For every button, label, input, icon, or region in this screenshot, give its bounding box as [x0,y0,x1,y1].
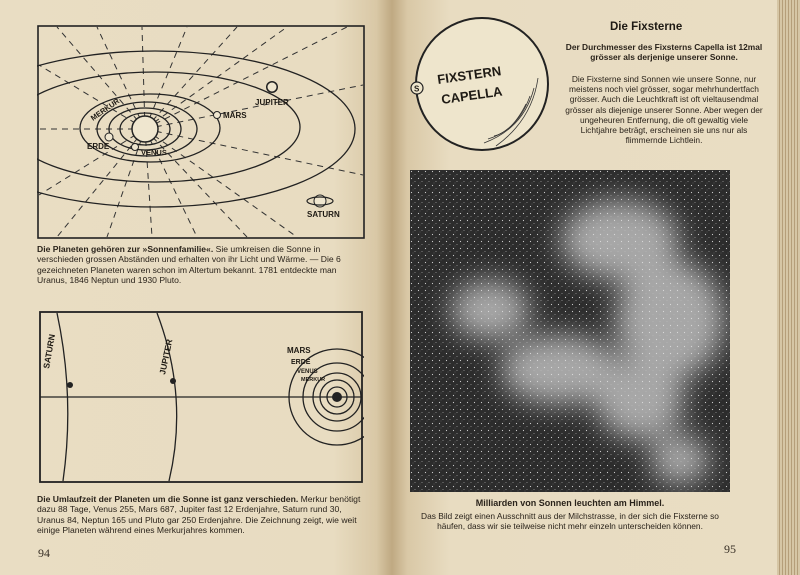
capella-sun-diagram [404,8,554,158]
diagram1-caption [37,244,367,286]
orbit-label-venus: VENUS [297,369,318,375]
page-stack-edge [777,0,800,575]
page-number-right: 95 [724,542,736,556]
orbit-label-saturn: SATURN [41,333,58,370]
sun-symbol: S [414,84,420,94]
page-title: Die Fixsterne [610,21,683,33]
fixsterne-description: Die Fixsterne sind Sonnen wie unsere Sonne, nur meistens noch viel grösser, sogar mehrhundertfach grösser. Auch die Leuchtkraft ist oft vieltausendmal grösser als diejenige unserer Sonne. Aber wegen der ungeheuren Entfernung, die oft gewaltig viele Lichtjahre beträgt, erscheinen sie uns nur als flimmernde Lichtlein. [565,74,763,146]
planet-label-mars: MARS [223,111,247,120]
diagram2-caption-bold: Die Umlaufzeit der Planeten um die Sonne ist ganz verschieden. [37,494,299,504]
orbit-label-jupiter: JUPITER [157,338,175,376]
diagram1-caption-bold: Die Planeten gehören zur »Sonnenfamilie«. [37,244,214,254]
planet-label-saturn: SATURN [307,210,340,219]
diagram2-caption-text: Merkur benötigt dazu 88 Tage, Venus 255, Mars 687, Jupiter fast 12 Erdenjahre, Saturn rund 30, Uranus 84, Neptun 165 und Pluto gar 250 Erdenjahre. Die Zeichnung zeigt, wie weit einige Planeten während eines Merkurjahres kommen. [37,494,361,536]
planet-label-erde: ERDE [87,142,110,151]
page-number-left: 94 [38,546,50,560]
capella-intro-bold: Der Durchmesser des Fixsterns Capella ist 12mal grösser als derjenige unserer Sonne. [565,42,763,63]
orbit-label-erde: ERDE [291,359,311,366]
orbit-label-merkur: MERKUR [301,377,326,383]
milky-way-photo [410,170,730,492]
star-label-capella: CAPELLA [440,83,504,107]
star-label-fixstern: FIXSTERN [436,63,503,87]
photo-caption-text: Das Bild zeigt einen Ausschnitt aus der Milchstrasse, in der sich die Fixsterne so häufen, dass wir sie teilweise nicht mehr einzeln unterscheiden können. [421,511,719,532]
diagram2-caption [37,494,367,536]
planet-label-venus: VENUS [141,148,167,157]
planet-label-jupiter: JUPITER [255,98,289,107]
orbit-label-mars: MARS [287,346,311,355]
diagram1-caption-text: Sie umkreisen die Sonne in verschieden grossen Abständen und erhalten von ihr Licht und Wärme. — Die 6 gezeichneten Planeten waren schon im Altertum bekannt. 1781 entdeckte man Uranus, 1846 Neptun und 1930 Pluto. [37,244,341,286]
planet-label-merkur: MERKUR [88,96,122,123]
left-page [0,0,392,575]
photo-caption-bold: Milliarden von Sonnen leuchten am Himmel. [475,498,665,508]
orbital-period-diagram [39,311,364,483]
solar-system-diagram [37,25,367,240]
